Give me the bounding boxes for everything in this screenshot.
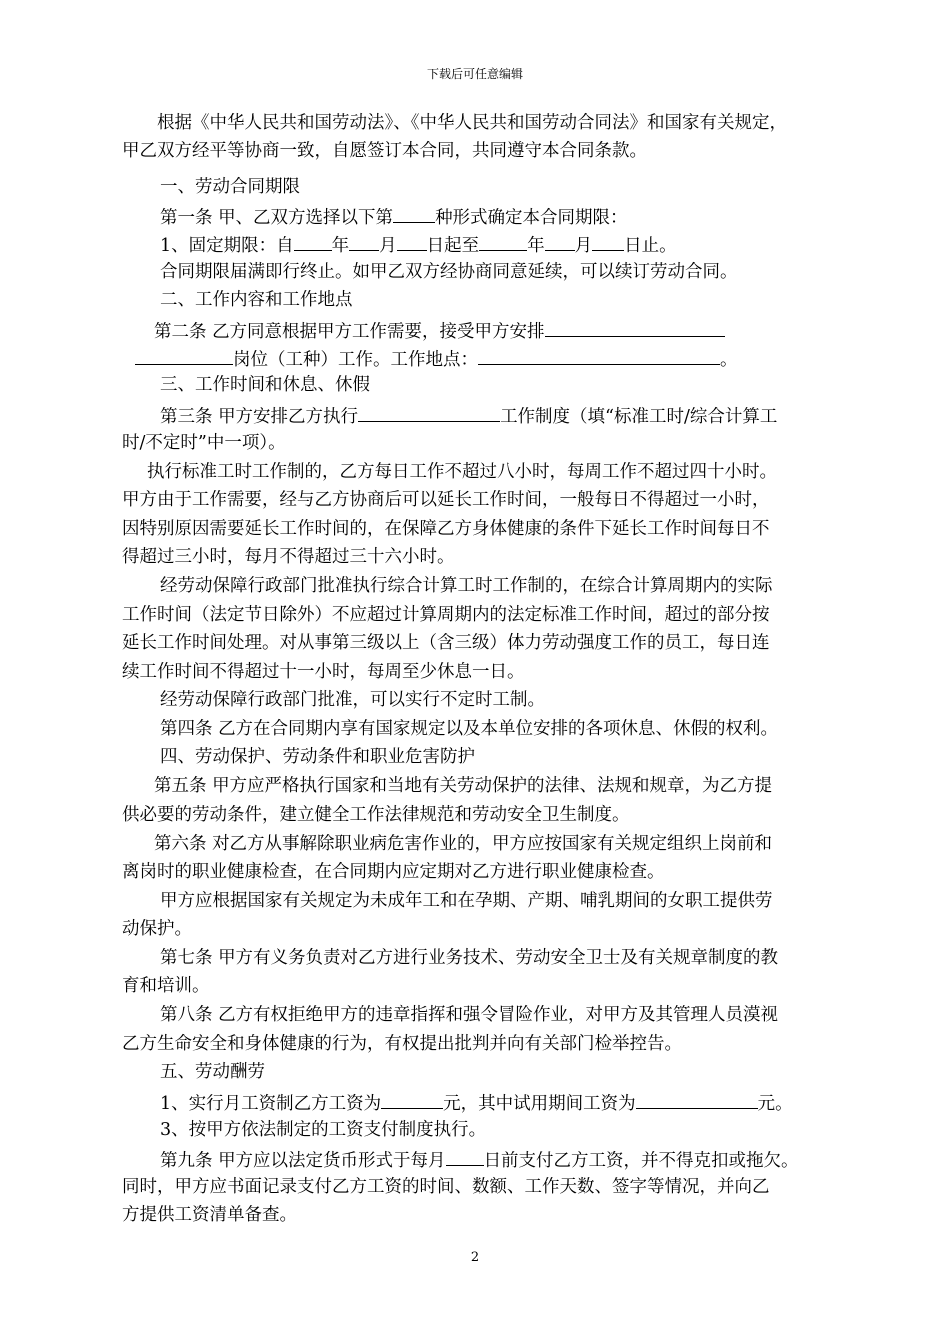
paragraph-line: 因特别原因需要延长工作时间的，在保障乙方身体健康的条件下延长工作时间每日不 [122, 519, 770, 539]
section-heading: 四、劳动保护、劳动条件和职业危害防护 [160, 747, 475, 767]
paragraph-line: 得超过三小时，每月不得超过三十六小时。 [122, 547, 455, 567]
paragraph-line: 同时，甲方应书面记录支付乙方工资的时间、数额、工作天数、签字等情况，并向乙 [122, 1177, 770, 1197]
paragraph-line: 工作时间（法定节日除外）不应超过计算周期内的法定标准工作时间，超过的部分按 [122, 605, 770, 625]
page-number: 2 [470, 1250, 480, 1265]
paragraph-line: 方提供工资清单备查。 [122, 1205, 297, 1225]
fill-blank[interactable] [294, 231, 332, 251]
fill-blank[interactable] [135, 345, 233, 365]
paragraph-line: 供必要的劳动条件，建立健全工作法律规范和劳动安全卫生制度。 [122, 805, 630, 825]
paragraph-line: 甲方由于工作需要，经与乙方协商后可以延长工作时间，一般每日不得超过一小时， [122, 490, 770, 510]
fill-blank[interactable] [478, 345, 720, 365]
paragraph-line: 第四条 乙方在合同期内享有国家规定以及本单位安排的各项休息、休假的权利。 [160, 719, 779, 739]
fill-blank[interactable] [592, 231, 624, 251]
fill-blank[interactable] [393, 203, 435, 223]
page-header: 下载后可任意编辑 [426, 67, 523, 81]
paragraph-line: 甲乙双方经平等协商一致，自愿签订本合同，共同遵守本合同条款。 [122, 141, 647, 161]
paragraph-line: 第六条 对乙方从事解除职业病危害作业的，甲方应按国家有关规定组织上岗前和 [154, 834, 773, 854]
paragraph-line: 经劳动保障行政部门批准，可以实行不定时工制。 [160, 690, 545, 710]
section-heading: 五、劳动酬劳 [160, 1062, 265, 1082]
paragraph-line: 第七条 甲方有义务负责对乙方进行业务技术、劳动安全卫士及有关规章制度的教 [160, 948, 779, 968]
paragraph-line: 根据《中华人民共和国劳动法》、《中华人民共和国劳动合同法》和国家有关规定， [157, 113, 787, 133]
fill-blank[interactable] [545, 317, 725, 337]
paragraph-line: 离岗时的职业健康检查，在合同期内应定期对乙方进行职业健康检查。 [122, 862, 665, 882]
clause-line: 第一条 甲、乙双方选择以下第 种形式确定本合同期限： [160, 203, 628, 230]
clause-line: 岗位（工种）工作。工作地点： 。 [135, 345, 738, 372]
clause-line: 1、实行月工资制乙方工资为 元，其中试用期间工资为 元。 [160, 1089, 793, 1116]
fill-blank[interactable] [381, 1089, 443, 1109]
paragraph-line: 合同期限届满即行终止。如甲乙双方经协商同意延续，可以续订劳动合同。 [160, 262, 738, 282]
paragraph-line: 续工作时间不得超过十一小时，每周至少休息一日。 [122, 662, 525, 682]
paragraph-line: 经劳动保障行政部门批准执行综合计算工时工作制的，在综合计算周期内的实际 [160, 576, 773, 596]
paragraph-line: 延长工作时间处理。对从事第三级以上（含三级）体力劳动强度工作的员工，每日连 [122, 633, 770, 653]
paragraph-line: 甲方应根据国家有关规定为未成年工和在孕期、产期、哺乳期间的女职工提供劳 [160, 891, 773, 911]
fill-blank[interactable] [545, 231, 575, 251]
clause-line: 1、固定期限：自 年 月 日起至 年 月 日止。 [160, 231, 677, 258]
paragraph-line: 乙方生命安全和身体健康的行为，有权提出批判并向有关部门检举控告。 [122, 1034, 682, 1054]
clause-line: 第九条 甲方应以法定货币形式于每月 日前支付乙方工资，并不得克扣或拖欠。 [160, 1146, 799, 1173]
fill-blank[interactable] [358, 402, 500, 422]
paragraph-line: 动保护。 [122, 919, 192, 939]
section-heading: 三、工作时间和休息、休假 [160, 375, 370, 395]
fill-blank[interactable] [397, 231, 427, 251]
fill-blank[interactable] [446, 1146, 484, 1166]
fill-blank[interactable] [479, 231, 527, 251]
section-heading: 一、劳动合同期限 [160, 177, 300, 197]
paragraph-line: 3、按甲方依法制定的工资支付制度执行。 [160, 1120, 487, 1140]
fill-blank[interactable] [349, 231, 379, 251]
paragraph-line: 第五条 甲方应严格执行国家和当地有关劳动保护的法律、法规和规章，为乙方提 [154, 776, 773, 796]
clause-line: 第三条 甲方安排乙方执行 工作制度（填“标准工时/综合计算工 [160, 402, 777, 429]
fill-blank[interactable] [636, 1089, 758, 1109]
clause-line: 第二条 乙方同意根据甲方工作需要，接受甲方安排 [154, 317, 725, 344]
paragraph-line: 第八条 乙方有权拒绝甲方的违章指挥和强令冒险作业，对甲方及其管理人员漠视 [160, 1005, 779, 1025]
paragraph-line: 时/不定时”中一项）。 [122, 433, 286, 453]
section-heading: 二、工作内容和工作地点 [160, 290, 353, 310]
paragraph-line: 育和培训。 [122, 976, 210, 996]
paragraph-line: 执行标准工时工作制的，乙方每日工作不超过八小时，每周工作不超过四十小时。 [147, 462, 777, 482]
